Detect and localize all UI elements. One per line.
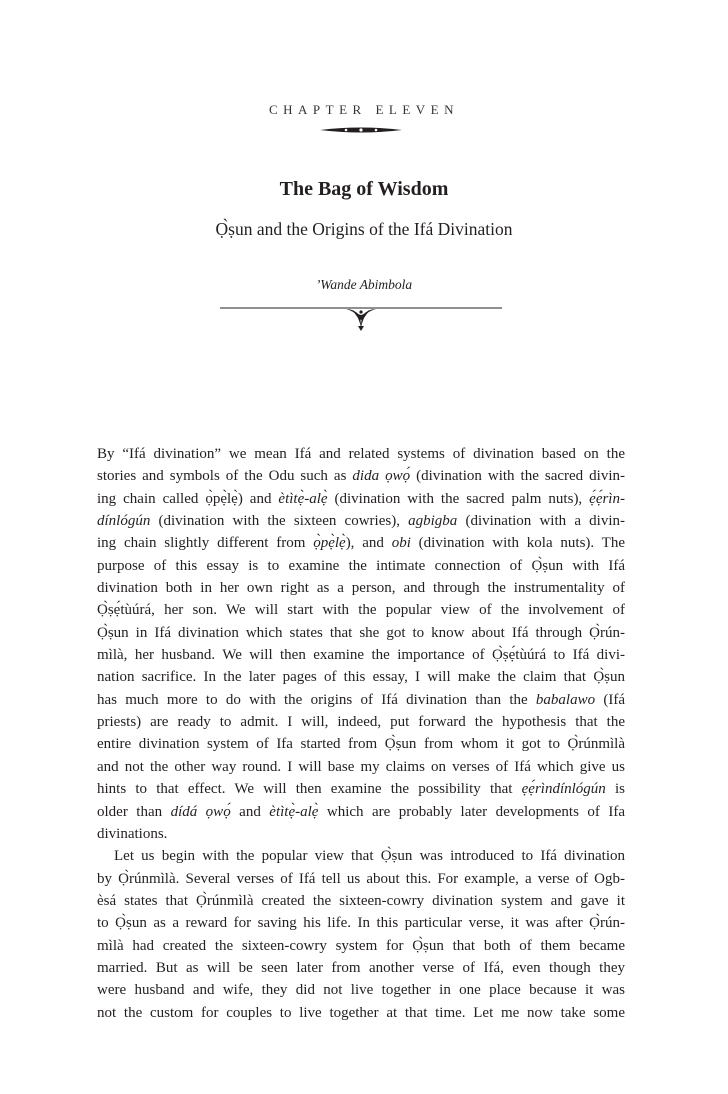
body-line: [97, 711, 625, 733]
text-run: priests) are ready to admit. I will, indeed, put forward the hypothesis that the: [97, 714, 625, 731]
body-line: [97, 555, 625, 577]
italic-term: babalawo: [535, 691, 596, 708]
text-run: has much more to do with the origins of Ifá divination than the: [97, 691, 536, 708]
italic-term: ẹẹ́rìndínlógún: [521, 781, 606, 798]
text-run: to Ọ̀ṣun as a reward for saving his life. In this particular verse, it was after Ọ̀rún-: [97, 915, 625, 932]
text-run: mìlà, her husband. We will then examine the importance of Ọ̀ṣẹ́tùúrá to Ifá divi-: [97, 647, 625, 664]
italic-term: obi: [391, 535, 411, 552]
italic-term: dídá ọwọ́: [170, 803, 231, 820]
body-line: [97, 510, 625, 532]
text-run: divinations.: [97, 825, 168, 842]
text-run: ing chain slightly different from: [97, 535, 314, 552]
italic-term: agbigba: [408, 513, 458, 530]
body-line: [97, 801, 625, 823]
body-line: [97, 599, 625, 621]
body-line: [97, 756, 625, 778]
body-line: [97, 935, 625, 957]
chapter-label: CHAPTER ELEVEN: [268, 102, 460, 117]
text-run: divination both in her own right as a person, and through the instrumentality of: [97, 580, 625, 597]
text-run: (divination with the sacred divin-: [410, 468, 625, 485]
text-run: èsá states that Ọ̀rúnmìlà created the sixteen-cowry divination system and gave it: [97, 892, 625, 909]
italic-term: ẹ́ẹ́rìn-: [589, 490, 625, 507]
text-run: married. But as will be seen later from another verse of Ifá, even though they: [97, 959, 625, 976]
text-run: (divination with the sixteen cowries),: [150, 513, 409, 530]
text-run: is: [605, 781, 625, 798]
body-line: [97, 778, 625, 800]
body-line: [97, 622, 625, 644]
text-run: were husband and wife, they did not live together in one place because it was: [97, 982, 625, 999]
text-run: mìlà had created the sixteen-cowry system for Ọ̀ṣun that both of them became: [97, 937, 625, 954]
body-line: [97, 1002, 625, 1024]
body-line: [97, 979, 625, 1001]
page-title: The Bag of Wisdom: [279, 178, 449, 200]
text-run: and not the other way round. I will base my claims on verses of Ifá which give us: [97, 758, 625, 775]
body-line: [97, 488, 625, 510]
text-run: hints to that effect. We will then examine the possibility that: [97, 781, 522, 798]
text-run: ing chain called ọ̀pẹ̀lẹ̀) and: [97, 490, 279, 507]
text-run: older than: [97, 803, 171, 820]
body-line: [97, 532, 625, 554]
body-line: [97, 733, 625, 755]
italic-term: ọ̀pẹ̀lẹ̀: [313, 535, 346, 552]
body-line: [97, 689, 625, 711]
body-line: [97, 644, 625, 666]
essay-body: [97, 443, 625, 1024]
text-run: not the custom for couples to live together at that time. Let me now take some: [97, 1004, 625, 1021]
body-line: [97, 845, 625, 867]
text-run: (Ifá: [595, 691, 625, 708]
body-line: [97, 868, 625, 890]
body-line: [97, 823, 625, 845]
body-line: [97, 912, 625, 934]
text-run: nation sacrifice. In the later pages of this essay, I will make the claim that Ọ̀ṣun: [97, 669, 625, 686]
text-run: stories and symbols of the Odu such as: [97, 468, 353, 485]
text-run: which are probably later developments of Ifa: [318, 803, 625, 820]
body-line: [97, 666, 625, 688]
italic-term: dida ọwọ́: [352, 468, 411, 485]
text-run: Ọ̀ṣẹ́tùúrá, her son. We will start with the popular view of the involvement of: [97, 602, 625, 619]
italic-term: dínlógún: [97, 513, 151, 530]
chapter-ornament: [316, 124, 406, 136]
text-run: ), and: [345, 535, 392, 552]
text-run: purpose of this essay is to examine the intimate connection of Ọ̀ṣun with Ifá: [97, 557, 625, 574]
body-line: [97, 465, 625, 487]
body-line: [97, 443, 625, 465]
text-run: (divination with the sacred palm nuts),: [327, 490, 590, 507]
title-divider-ornament: [220, 300, 502, 332]
text-run: entire divination system of Ifa started from Ọ̀ṣun from whom it got to Ọ̀rúnmìlà: [97, 736, 625, 753]
body-line: [97, 957, 625, 979]
text-run: by Ọ̀rúnmìlà. Several verses of Ifá tell us about this. For example, a verse of Ogb-: [97, 870, 625, 887]
italic-term: ètìtẹ̀-alẹ̀: [269, 803, 319, 820]
text-run: (divination with kola nuts). The: [410, 535, 626, 552]
text-run: and: [230, 803, 270, 820]
page-subtitle: Ọ̀ṣun and the Origins of the Ifá Divination: [215, 219, 513, 239]
text-run: By “Ifá divination” we mean Ifá and related systems of divination based on the: [97, 446, 625, 462]
text-run: Ọ̀ṣun in Ifá divination which states that she got to know about Ifá through Ọ̀rún-: [97, 624, 625, 641]
italic-term: ètìtẹ̀-alẹ̀: [278, 490, 328, 507]
text-run: Let us begin with the popular view that Ọ̀ṣun was introduced to Ifá divination: [114, 848, 625, 865]
author-name: ’Wande Abimbola: [315, 277, 413, 292]
text-run: (divination with a divin-: [457, 513, 625, 530]
body-line: [97, 577, 625, 599]
body-line: [97, 890, 625, 912]
